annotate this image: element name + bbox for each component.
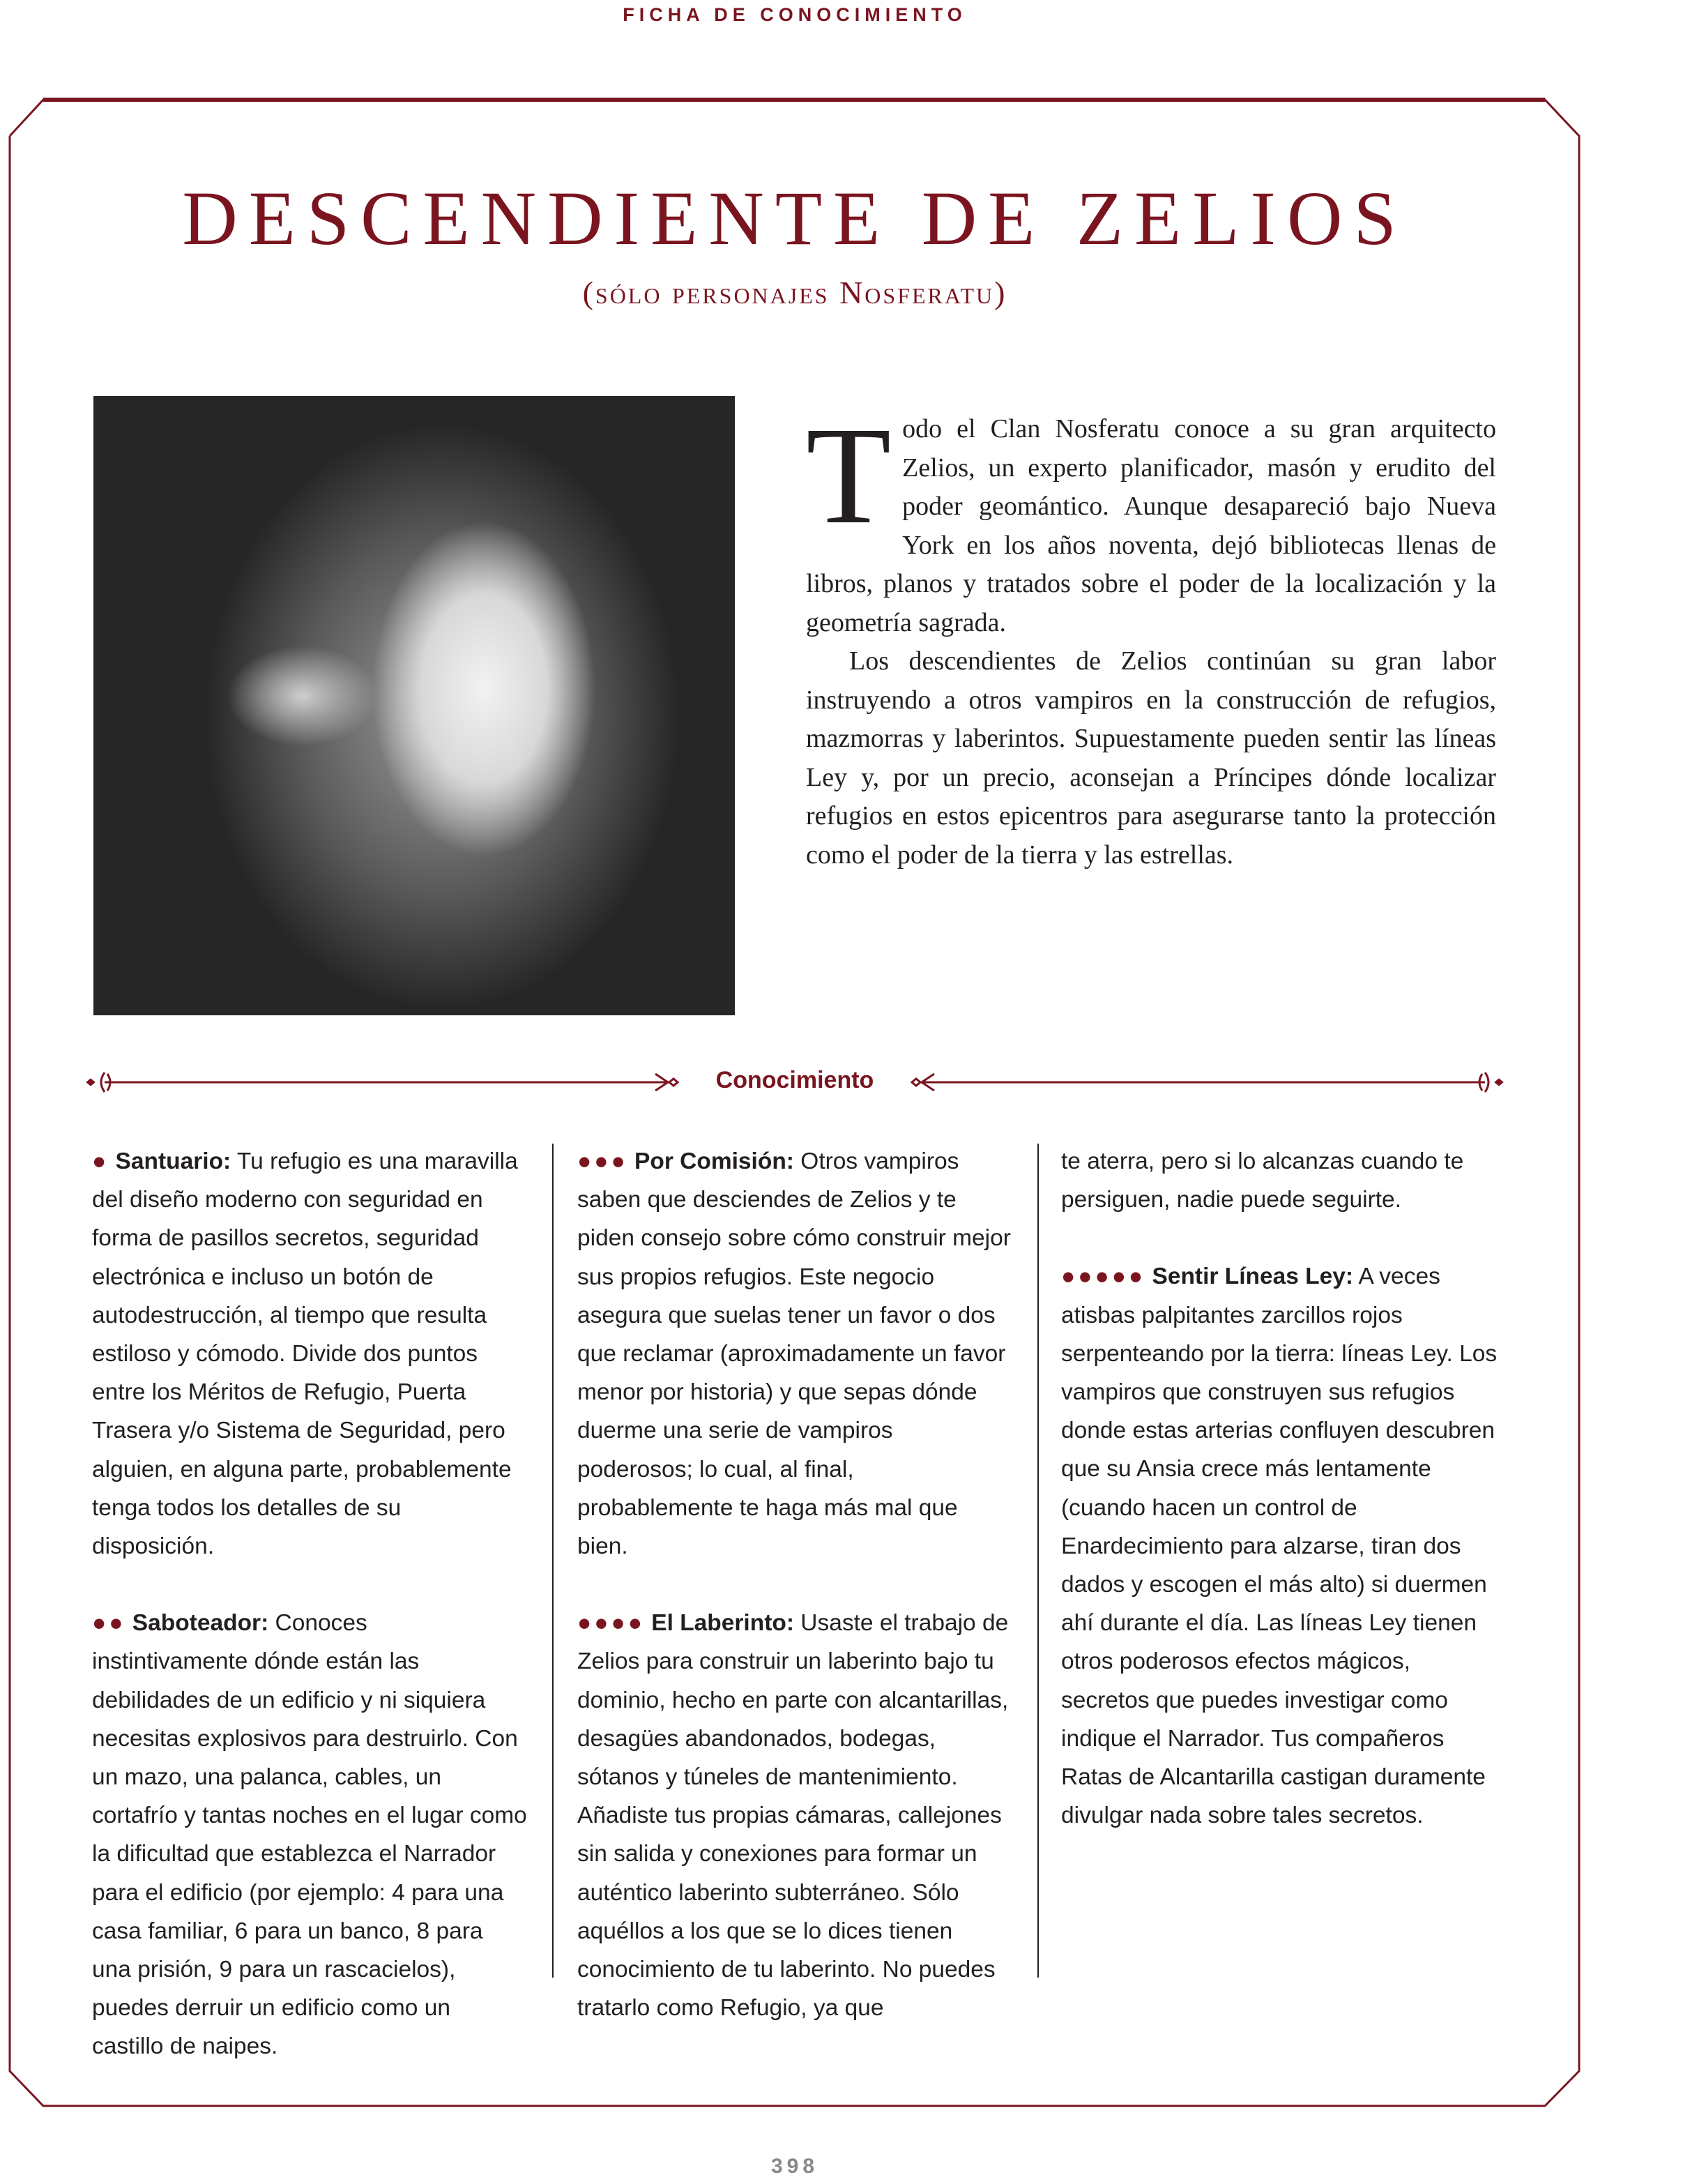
merit-text: Tu refugio es una maravilla del diseño moderno con seguridad en forma de pasillos secretos, seguridad electrónica e incluso un botón de autodestrucción, al tiempo que resulta estiloso y cómodo. Divide dos puntos entre los Méritos de Refugio, Puerta Trasera y/o Sistema de Seguridad, pero alguien, en alguna parte, probablemente tenga todos los detalles de su disposición. bbox=[92, 1148, 518, 1560]
merit-name: El Laberinto: bbox=[651, 1610, 794, 1637]
running-header: FICHA DE CONOCIMIENTO bbox=[623, 4, 967, 25]
merit-name: Saboteador: bbox=[132, 1610, 269, 1637]
merit-continuation bbox=[1061, 1142, 1500, 1219]
merit-text: A veces atisbas palpitantes zarcillos rojos serpenteando por la tierra: líneas Ley. Los vampiros que construyen sus refugios donde estas arterias confluyen descubren que su Ansia crece más lentamente (cuando hacen un control de Enardecimiento para alzarse, tiran dos dados y escogen el más alto) si duermen ahí durante el día. Las líneas Ley tienen otros poderosos efectos mágicos, secretos que puedes investigar como indique el Narrador. Tus compañeros Ratas de Alcantarilla castigan duramente divulgar nada sobre tales secretos. bbox=[1061, 1264, 1498, 1829]
merit-name: Sentir Líneas Ley: bbox=[1152, 1264, 1354, 1290]
column-2 bbox=[577, 1142, 1013, 2065]
column-1 bbox=[92, 1142, 528, 2105]
intro-paragraph-2: Los descendientes de Zelios continúan su gran labor instruyendo a otros vampiros en la construcción de refugios, mazmorras y laberintos. Supuestamente pueden sentir las líneas Ley y, por un precio, aconsejan a Príncipes dónde localizar refugios en estos epicentros para asegurarse tanto la protección como el poder de la tierra y las estrellas. bbox=[806, 646, 1496, 870]
merit-text: Conoces instintivamente dónde están las debilidades de un edificio y ni siquiera necesitas explosivos para destruirlo. Con un mazo, una palanca, cables, un cortafrío y tantas noches en el lugar como la dificultad que establezca el Narrador para el edificio (por ejemplo: 4 para una casa familiar, 6 para un banco, 8 para una prisión, 9 para un rascacielos), puedes derruir un edificio como un castillo de naipes. bbox=[92, 1610, 527, 2060]
dot-rating: ●●● bbox=[577, 1148, 628, 1174]
intro-text bbox=[806, 399, 1496, 874]
column-rule bbox=[1037, 1144, 1039, 1978]
page-title: DESCENDIENTE DE ZELIOS bbox=[182, 176, 1408, 261]
merit-text: Usaste el trabajo de Zelios para construir un laberinto bajo tu dominio, hecho en parte con alcantarillas, desagües abandonados, bodegas, sótanos y túneles de mantenimiento. Añadiste tus propias cámaras, callejones sin salida y conexiones para formar un auténtico laberinto subterráneo. Sólo aquéllos a los que se lo dices tienen conocimiento de tu laberinto. No puedes tratarlo como Refugio, ya que bbox=[577, 1610, 1009, 2022]
merit-text: Otros vampiros saben que desciendes de Zelios y te piden consejo sobre cómo construir mejor sus propios refugios. Este negocio asegura que suelas tener un favor o dos que reclamar (aproximadamente un favor menor por historia) y que sepas dónde duerme una serie de vampiros poderosos; lo cual, al final, probablemente te haga más mal que bien. bbox=[577, 1148, 1011, 1560]
merit-entry bbox=[1061, 1257, 1500, 1835]
drop-cap: T bbox=[806, 399, 892, 553]
nosferatu-portrait-image bbox=[93, 396, 735, 1015]
dot-rating: ●●●● bbox=[577, 1610, 645, 1637]
merit-name: Por Comisión: bbox=[634, 1148, 794, 1174]
column-rule bbox=[552, 1144, 554, 1978]
merit-entry bbox=[577, 1142, 1013, 1565]
column-3 bbox=[1061, 1142, 1500, 1873]
intro-paragraph-1: odo el Clan Nosferatu conoce a su gran arquitecto Zelios, un experto planificador, masón y erudito del poder geomántico. Aunque desapareció bajo Nueva York en los años noventa, dejó bibliotecas llenas de libros, planos y tratados sobre el poder de la localización y la geometría sagrada. bbox=[806, 414, 1496, 637]
merit-entry bbox=[92, 1142, 528, 1565]
section-label: Conocimiento bbox=[715, 1067, 874, 1093]
merit-entry bbox=[92, 1604, 528, 2065]
dot-rating: ●● bbox=[92, 1610, 126, 1637]
merit-text: te aterra, pero si lo alcanzas cuando te persiguen, nadie puede seguirte. bbox=[1061, 1148, 1464, 1213]
page-subtitle: (sólo personajes Nosferatu) bbox=[582, 275, 1007, 310]
merit-name: Santuario: bbox=[115, 1148, 231, 1174]
page-number: 398 bbox=[770, 2155, 819, 2178]
merit-entry bbox=[577, 1604, 1013, 2027]
dot-rating: ●●●●● bbox=[1061, 1264, 1146, 1290]
dot-rating: ● bbox=[92, 1148, 109, 1174]
